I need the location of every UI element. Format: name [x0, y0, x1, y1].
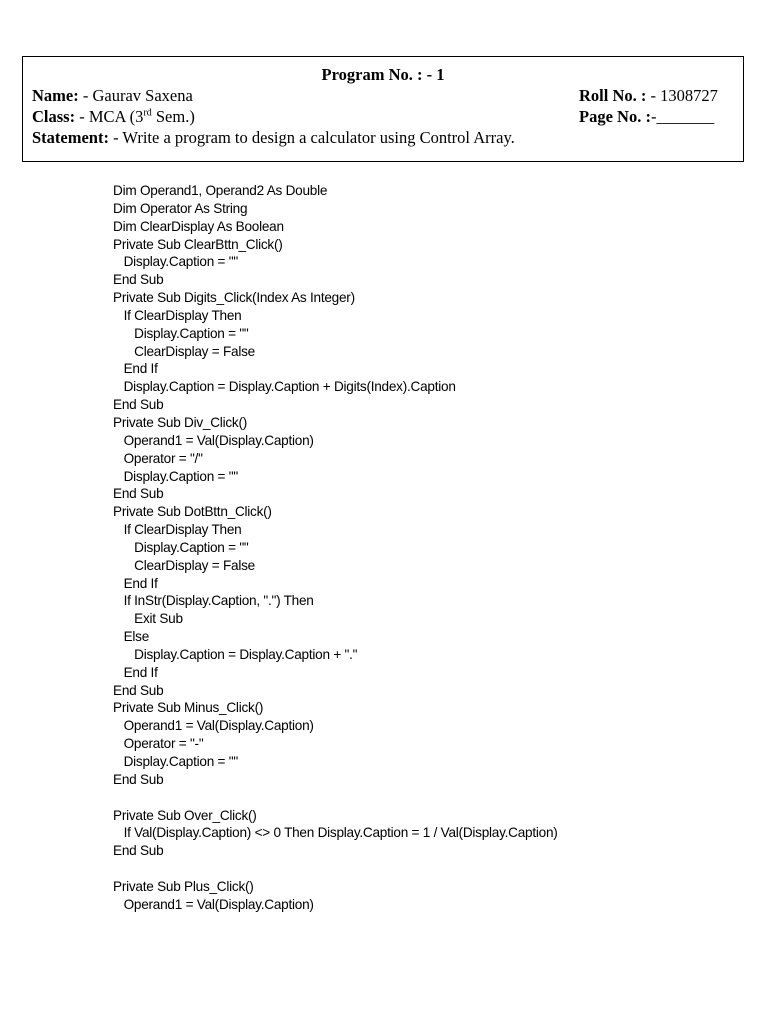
- code-line: ClearDisplay = False: [113, 343, 255, 359]
- code-line: Operand1 = Val(Display.Caption): [113, 432, 314, 448]
- code-line: Private Sub DotBttn_Click(): [113, 504, 272, 520]
- code-line: Private Sub ClearBttn_Click(): [113, 236, 283, 252]
- program-header-box: [22, 56, 744, 162]
- code-line: If ClearDisplay Then: [113, 307, 242, 323]
- code-line: [113, 789, 558, 807]
- code-line: Exit Sub: [113, 611, 183, 627]
- roll-line: [579, 86, 718, 106]
- code-line: Dim ClearDisplay As Boolean: [113, 218, 284, 234]
- program-number-label: Program No. :: [321, 65, 423, 84]
- code-line: End If: [113, 664, 158, 680]
- code-line: End If: [113, 575, 158, 591]
- page-label: Page No. :: [579, 107, 651, 126]
- code-line: If Val(Display.Caption) <> 0 Then Display.Caption = 1 / Val(Display.Caption): [113, 825, 558, 841]
- program-number: [23, 65, 743, 85]
- code-line: Display.Caption = "": [113, 254, 238, 270]
- code-listing: [113, 182, 558, 914]
- class-label: Class:: [32, 107, 76, 126]
- name-line: [32, 86, 193, 106]
- code-line: Display.Caption = "": [113, 468, 238, 484]
- code-line: If ClearDisplay Then: [113, 522, 242, 538]
- code-line: Operator = "/": [113, 450, 203, 466]
- roll-value: - 1308727: [646, 86, 718, 105]
- code-line: Display.Caption = Display.Caption + Digits(Index).Caption: [113, 379, 456, 395]
- code-line: Private Sub Minus_Click(): [113, 700, 264, 716]
- statement-label: Statement:: [32, 128, 109, 147]
- code-line: Display.Caption = "": [113, 754, 238, 769]
- code-line: End Sub: [113, 682, 164, 698]
- code-line: Dim Operand1, Operand2 As Double: [113, 183, 328, 198]
- class-value-sup: rd: [143, 107, 152, 119]
- code-line: Dim Operator As String: [113, 200, 248, 216]
- program-number-value: - 1: [422, 65, 445, 84]
- code-line: End Sub: [113, 397, 164, 413]
- code-line: Operand1 = Val(Display.Caption): [113, 718, 314, 734]
- code-line: Private Sub Over_Click(): [113, 807, 257, 823]
- code-line: Private Sub Digits_Click(Index As Integer): [113, 290, 355, 306]
- roll-label: Roll No. :: [579, 86, 647, 105]
- code-line: End Sub: [113, 771, 164, 787]
- class-line: [32, 107, 195, 127]
- statement-value: - Write a program to design a calculator using Control Array.: [108, 128, 515, 147]
- page-line: [579, 107, 714, 127]
- code-line: End If: [113, 361, 158, 377]
- statement-line: [32, 128, 515, 148]
- code-line: Display.Caption = "": [113, 539, 249, 555]
- code-line: [113, 860, 558, 878]
- code-line: Private Sub Plus_Click(): [113, 878, 254, 894]
- code-line: ClearDisplay = False: [113, 557, 255, 573]
- code-line: Operator = "-": [113, 736, 204, 752]
- code-line: Display.Caption = "": [113, 325, 249, 341]
- name-value: - Gaurav Saxena: [78, 86, 193, 105]
- code-line: Display.Caption = Display.Caption + ".": [113, 646, 358, 662]
- class-value-post: Sem.): [151, 107, 195, 126]
- code-line: End Sub: [113, 486, 164, 502]
- code-line: Operand1 = Val(Display.Caption): [113, 896, 314, 912]
- code-line: Else: [113, 629, 150, 645]
- name-label: Name:: [32, 86, 79, 105]
- code-line: End Sub: [113, 272, 164, 288]
- class-value-pre: - MCA (3: [75, 107, 144, 126]
- page-value: -_______: [650, 107, 715, 126]
- code-line: Private Sub Div_Click(): [113, 414, 247, 430]
- code-line: If InStr(Display.Caption, ".") Then: [113, 593, 314, 609]
- code-line: End Sub: [113, 843, 164, 859]
